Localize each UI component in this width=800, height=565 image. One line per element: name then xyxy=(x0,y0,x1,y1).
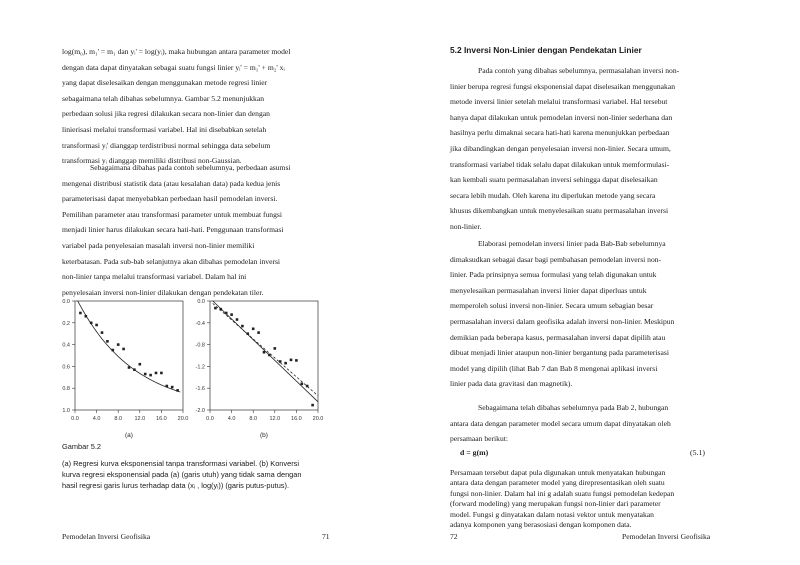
data-point xyxy=(155,372,158,375)
data-point xyxy=(295,359,298,362)
x-tick-label: 4.0 xyxy=(92,416,101,422)
text-line: metode inversi linier setelah melalui transformasi variabel. Hal tersebut xyxy=(450,97,668,107)
text-line: adanya komponen yang berasosiasi dengan komponen data. xyxy=(450,520,632,530)
right-para-3 xyxy=(450,400,718,447)
equation-5-1: d = g(m) xyxy=(460,448,489,457)
caption-line: kurva regresi eksponensial pada (a) (garis utuh) yang tidak sama dengan xyxy=(62,470,302,479)
data-point xyxy=(301,383,304,386)
text-line: linierisasi melalui transformasi variabel. Hal ini disebabkan setelah xyxy=(62,124,267,134)
plot-frame xyxy=(75,301,183,410)
text-line: Sebagaimana dibahas pada contoh sebelumnya, perbedaan asumsi xyxy=(90,163,291,172)
y-tick-label: 0.4 xyxy=(62,342,70,349)
text-line: model. Fungsi g dinyatakan dalam notasi vektor untuk menyatakan xyxy=(450,509,654,519)
text-line: antara data dengan parameter model secara umum dapat dinyatakan oleh xyxy=(450,418,671,428)
y-tick-label: 0.0 xyxy=(197,299,205,305)
data-point xyxy=(149,374,152,377)
text-line: antara data dengan parameter model yang direpresentasikan oleh suatu xyxy=(450,478,665,488)
text-line: model yang dipilih (lihat Bab 7 dan Bab 8 mengenai aplikasi inversi xyxy=(450,363,658,373)
page-number: 72 xyxy=(450,532,458,541)
text-line: variabel pada penyelesaian masalah inversi non-linier memiliki xyxy=(62,240,255,250)
page-number: 71 xyxy=(322,532,330,541)
left-para-1 xyxy=(62,44,332,169)
text-line: linier. Pada prinsipnya semua formulasi yang telah digunakan untuk xyxy=(450,270,657,280)
left-para-2 xyxy=(62,160,332,300)
text-line: persamaan berikut: xyxy=(450,434,508,444)
footer-title: Pemodelan Inversi Geofisika xyxy=(622,532,711,541)
text-line: transformasi yᵢ' dianggap terdistribusi normal sehingga data sebelum xyxy=(62,140,271,150)
data-point xyxy=(106,340,109,343)
text-line: Pemilihan parameter atau transformasi parameter untuk membuat fungsi xyxy=(62,209,282,219)
text-line: kan kembali suatu permasalahan inversi sehingga dapat diselesaikan xyxy=(450,175,658,185)
x-tick-label: 12.0 xyxy=(134,416,146,422)
x-tick-label: 20.0 xyxy=(177,416,189,422)
y-tick-label: -0.8 xyxy=(195,342,205,349)
data-point xyxy=(311,404,314,407)
text-line: Sebagaimana telah dibahas sebelumnya pada Bab 2, hubungan xyxy=(478,403,669,412)
text-line: keterbatasan. Pada sub-bab selanjutnya akan dibahas pemodelan inversi xyxy=(62,256,281,266)
x-tick-label: 0.0 xyxy=(206,416,214,422)
figure-5-2 xyxy=(55,290,340,445)
text-line: hanya dapat dilakukan untuk pemodelan inversi non-linier sederhana dan xyxy=(450,112,673,122)
y-tick-label: -0.4 xyxy=(195,320,205,327)
text-line: permasalahan inversi dalam geofisika adalah inversi non-linier. Meskipun xyxy=(450,316,675,326)
text-line: yang dapat diselesaikan dengan menggunakan metode regresi linier xyxy=(62,78,268,88)
text-line: linier pada data gravitasi dan magnetik). xyxy=(450,379,573,389)
data-point xyxy=(171,386,174,389)
text-line: sebagaimana telah dibahas sebelumnya. Gambar 5.2 menunjukkan xyxy=(62,93,265,103)
x-tick-label: 4.0 xyxy=(227,416,236,422)
caption-line: hasil regresi garis lurus terhadap data (xᵢ , log(yᵢ)) (garis putus-putus). xyxy=(62,481,290,490)
y-tick-label: 0.8 xyxy=(62,386,70,393)
data-point xyxy=(252,327,255,330)
fit-line-dashed xyxy=(213,303,318,395)
caption-line: (a) Regresi kurva eksponensial tanpa transformasi variabel. (b) Konversi xyxy=(62,459,300,468)
text-line: Pada contoh yang dibahas sebelumnya, permasalahan inversi non- xyxy=(478,66,680,75)
text-line: parameterisasi dapat menyebabkan perbedaan hasil pemodelan inversi. xyxy=(62,194,278,204)
text-line: menyelesaikan permasalahan inversi linier dapat diperluas untuk xyxy=(450,285,647,295)
data-point xyxy=(241,325,244,328)
text-line: non-linier. xyxy=(450,221,482,231)
text-line: jika dibandingkan dengan penyelesaian inversi non-linier. Secara umum, xyxy=(450,143,671,153)
data-point xyxy=(274,347,277,350)
data-point xyxy=(160,372,163,375)
x-tick-label: 8.0 xyxy=(249,416,258,422)
right-para-4-visible xyxy=(450,468,718,530)
text-line: dimaksudkan sebagai dasar bagi pembahasan pemodelan inversi non- xyxy=(450,254,662,264)
fit-curve xyxy=(78,301,181,392)
data-point xyxy=(279,360,282,363)
text-line: linier berupa regresi fungsi eksponensial dapat diselesaikan menggunakan xyxy=(450,81,675,91)
text-line: transformasi variabel tidak selalu dapat dilakukan untuk memformulasi- xyxy=(450,159,670,169)
right-page xyxy=(400,0,800,565)
text-line: memperoleh solusi inversi non-linier. Secara umum sebagian besar xyxy=(450,301,654,311)
text-line: khusus dikembangkan untuk menyelesaikan suatu permasalahan inversi xyxy=(450,206,669,216)
data-point xyxy=(101,331,104,334)
data-point xyxy=(290,359,293,362)
fit-line-solid xyxy=(213,301,318,402)
y-tick-label: -1.2 xyxy=(195,364,205,371)
data-point xyxy=(214,307,217,310)
figure-label: Gambar 5.2 xyxy=(62,442,102,451)
x-tick-label: 20.0 xyxy=(312,416,324,422)
data-point xyxy=(117,343,120,346)
equation-number: (5.1) xyxy=(690,448,705,457)
data-point xyxy=(95,324,98,327)
data-point xyxy=(139,363,142,366)
x-tick-label: 16.0 xyxy=(156,416,167,422)
text-line: perbedaan solusi jika regresi dilakukan secara non-linier dan dengan xyxy=(62,109,270,119)
text-line: (forward modeling) yang merupakan fungsi non-linier dari parameter xyxy=(450,499,661,509)
text-line: secara lebih mudah. Oleh karena itu diperlukan metode yang secara xyxy=(450,190,656,200)
text-line: log(m₀), m₁' = m₁ dan yᵢ' = log(yᵢ), maka hubungan antara parameter model xyxy=(62,47,291,56)
text-line: transformasi yᵢ dianggap memiliki distribusi non-Gaussian. xyxy=(62,156,242,166)
panel-label: (b) xyxy=(260,432,268,439)
y-tick-label: -2.0 xyxy=(195,408,205,414)
y-tick-label: 0.2 xyxy=(62,320,70,327)
y-tick-label: -1.6 xyxy=(195,386,205,393)
x-tick-label: 16.0 xyxy=(291,416,302,422)
text-line: penyelesaian inversi non-linier dilakukan dengan pendekatan tiler. xyxy=(62,287,264,297)
data-point xyxy=(79,312,82,315)
data-point xyxy=(230,313,233,316)
data-point xyxy=(284,362,287,365)
right-para-2 xyxy=(450,236,718,392)
y-tick-label: 1.0 xyxy=(62,408,70,414)
text-line: fungsi non-linier. Dalam hal ini g adalah suatu fungsi pemodelan kedepan xyxy=(450,488,675,498)
section-title: 5.2 Inversi Non-Linier dengan Pendekatan Linier xyxy=(450,45,642,55)
text-line: Persamaan tersebut dapat pula digunakan untuk menyatakan hubungan xyxy=(450,468,666,477)
x-tick-label: 8.0 xyxy=(114,416,123,422)
text-line: dengan data dapat dinyatakan sebagai suatu fungsi linier yᵢ' = m₁' + m₂' xᵢ xyxy=(62,62,285,72)
data-point xyxy=(122,348,125,351)
text-line: menjadi linier harus dilakukan secara hati-hati. Penggunaan transformasi xyxy=(62,225,284,235)
text-line: demikian pada beberapa kasus, permasalahan inversi dapat dipilih atau xyxy=(450,332,666,342)
text-line: dibuat menjadi linier ataupun non-linier bergantung pada parameterisasi xyxy=(450,348,669,358)
y-tick-label: 0.0 xyxy=(62,299,70,305)
text-line: mengenai distribusi statistik data (atau kesalahan data) pada kedua jenis xyxy=(62,178,281,188)
chart-a xyxy=(62,299,188,439)
x-tick-label: 0.0 xyxy=(71,416,79,422)
panel-label: (a) xyxy=(125,432,133,439)
text-line: non-linier tanpa melalui transformasi variabel. Dalam hal ini xyxy=(62,272,247,282)
data-point xyxy=(257,331,260,334)
x-tick-label: 12.0 xyxy=(269,416,281,422)
plot-frame xyxy=(210,301,318,410)
figure-caption xyxy=(62,458,352,491)
chart-b xyxy=(196,299,324,439)
text-line: hasilnya perlu dimaknai secara hati-hati karena menunjukkan perbedaan xyxy=(450,128,670,138)
right-para-1 xyxy=(450,63,718,235)
footer-title: Pemodelan Inversi Geofisika xyxy=(62,532,151,541)
text-line: Elaborasi pemodelan inversi linier pada Bab-Bab sebelumnya xyxy=(478,239,666,248)
y-tick-label: 0.6 xyxy=(62,364,70,371)
data-point xyxy=(144,373,147,376)
data-point xyxy=(236,318,239,321)
